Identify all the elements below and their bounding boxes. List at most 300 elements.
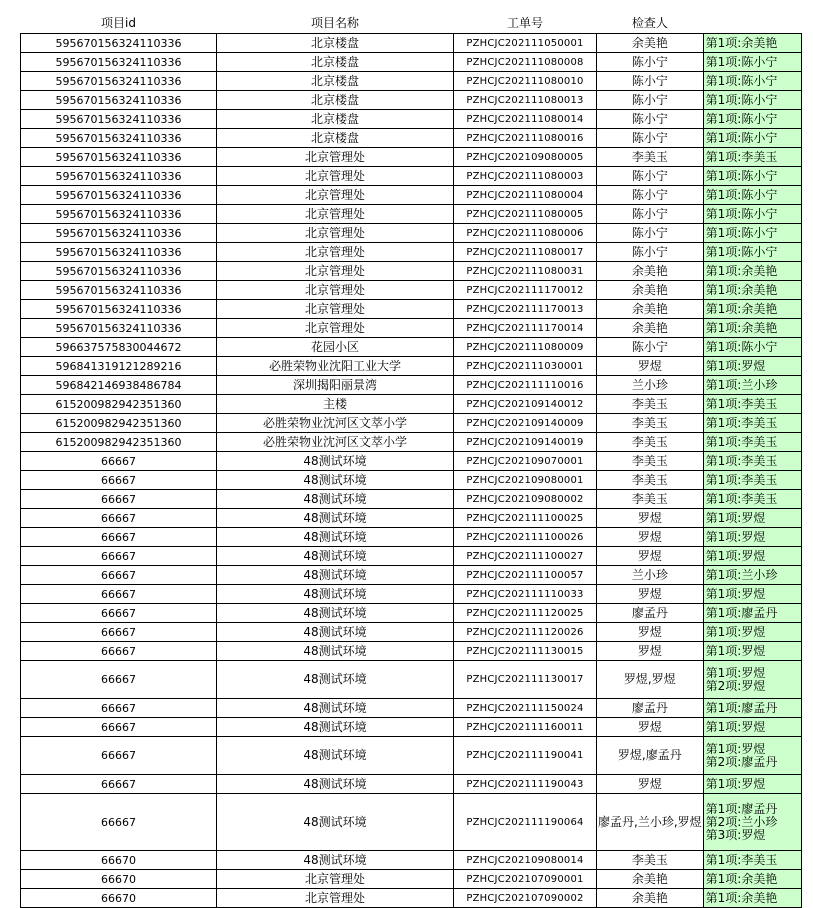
cell-project-name[interactable]: 48测试环境 (217, 794, 454, 851)
cell-ticket-number[interactable]: PZHCJC202111100026 (454, 528, 597, 547)
cell-notes[interactable] (703, 300, 801, 319)
note-line: 第1项:陈小宁 (705, 339, 778, 354)
cell-notes[interactable] (703, 623, 801, 642)
cell-project-name[interactable]: 48测试环境 (217, 851, 454, 870)
cell-ticket-number[interactable]: PZHCJC202111080003 (454, 167, 597, 186)
cell-inspector[interactable]: 罗煜,廖孟丹 (597, 737, 704, 775)
cell-project-name[interactable]: 48测试环境 (217, 452, 454, 471)
cell-ticket-number[interactable]: PZHCJC202111080013 (454, 91, 597, 110)
cell-project-id[interactable]: 66667 (21, 566, 217, 585)
cell-inspector[interactable]: 罗煜 (597, 623, 704, 642)
cell-project-name[interactable]: 北京管理处 (217, 889, 454, 908)
note-line: 第1项:陈小宁 (705, 111, 778, 126)
note-line: 第1项:罗煜 (705, 586, 766, 601)
cell-project-name[interactable]: 北京管理处 (217, 167, 454, 186)
table-row (21, 357, 802, 376)
cell-inspector[interactable]: 罗煜 (597, 718, 704, 737)
note-line: 第1项:罗煜 (705, 776, 766, 791)
cell-project-id[interactable]: 596842146938486784 (21, 376, 217, 395)
cell-inspector[interactable]: 廖孟丹 (597, 604, 704, 623)
cell-ticket-number[interactable]: PZHCJC202109140012 (454, 395, 597, 414)
cell-inspector[interactable]: 罗煜 (597, 509, 704, 528)
table-row (21, 414, 802, 433)
cell-project-name[interactable]: 北京管理处 (217, 319, 454, 338)
note-line: 第1项:余美艳 (705, 320, 778, 335)
cell-project-id[interactable]: 66667 (21, 737, 217, 775)
cell-ticket-number[interactable]: PZHCJC202109080014 (454, 851, 597, 870)
note-line: 第1项:廖孟丹 (705, 801, 778, 816)
header-ticket-number[interactable]: 工单号 (454, 12, 597, 34)
cell-ticket-number[interactable]: PZHCJC202107090002 (454, 889, 597, 908)
table-row (21, 889, 802, 908)
table-row (21, 547, 802, 566)
cell-inspector[interactable]: 陈小宁 (597, 224, 704, 243)
table-row (21, 300, 802, 319)
cell-notes[interactable] (703, 490, 801, 509)
cell-inspector[interactable]: 余美艳 (597, 870, 704, 889)
cell-inspector[interactable]: 李美玉 (597, 433, 704, 452)
cell-project-name[interactable]: 48测试环境 (217, 509, 454, 528)
cell-project-name[interactable]: 48测试环境 (217, 547, 454, 566)
cell-notes[interactable] (703, 338, 801, 357)
cell-ticket-number[interactable]: PZHCJC202111120025 (454, 604, 597, 623)
cell-inspector[interactable]: 陈小宁 (597, 53, 704, 72)
cell-project-id[interactable]: 596841319121289216 (21, 357, 217, 376)
cell-project-id[interactable]: 595670156324110336 (21, 205, 217, 224)
table-row (21, 167, 802, 186)
cell-ticket-number[interactable]: PZHCJC202111050001 (454, 34, 597, 53)
table-row (21, 642, 802, 661)
cell-notes[interactable] (703, 889, 801, 908)
cell-ticket-number[interactable]: PZHCJC202111080006 (454, 224, 597, 243)
cell-notes[interactable] (703, 471, 801, 490)
cell-inspector[interactable]: 陈小宁 (597, 72, 704, 91)
cell-inspector[interactable]: 李美玉 (597, 471, 704, 490)
cell-ticket-number[interactable]: PZHCJC202111080010 (454, 72, 597, 91)
cell-inspector[interactable]: 陈小宁 (597, 167, 704, 186)
table-row (21, 604, 802, 623)
note-line: 第1项:李美玉 (705, 453, 778, 468)
cell-project-id[interactable]: 615200982942351360 (21, 414, 217, 433)
cell-project-id[interactable]: 595670156324110336 (21, 91, 217, 110)
cell-project-name[interactable]: 48测试环境 (217, 699, 454, 718)
note-line: 第1项:陈小宁 (705, 92, 778, 107)
cell-notes[interactable] (703, 851, 801, 870)
cell-inspector[interactable]: 李美玉 (597, 395, 704, 414)
cell-project-id[interactable]: 595670156324110336 (21, 34, 217, 53)
note-line: 第1项:陈小宁 (705, 168, 778, 183)
cell-notes[interactable] (703, 224, 801, 243)
cell-project-id[interactable]: 595670156324110336 (21, 110, 217, 129)
table-row (21, 566, 802, 585)
cell-project-id[interactable]: 66667 (21, 509, 217, 528)
table-row (21, 110, 802, 129)
cell-ticket-number[interactable]: PZHCJC202111160011 (454, 718, 597, 737)
cell-notes[interactable] (703, 414, 801, 433)
note-line: 第1项:李美玉 (705, 852, 778, 867)
table-row (21, 490, 802, 509)
cell-ticket-number[interactable]: PZHCJC202111190041 (454, 737, 597, 775)
note-line: 第2项:廖孟丹 (705, 754, 778, 769)
cell-notes[interactable] (703, 129, 801, 148)
cell-ticket-number[interactable]: PZHCJC202111130017 (454, 661, 597, 699)
cell-project-name[interactable]: 北京管理处 (217, 281, 454, 300)
cell-notes[interactable] (703, 642, 801, 661)
cell-project-name[interactable]: 48测试环境 (217, 585, 454, 604)
table-header (21, 12, 802, 34)
cell-notes[interactable] (703, 53, 801, 72)
cell-project-name[interactable]: 48测试环境 (217, 737, 454, 775)
table-row (21, 528, 802, 547)
cell-project-name[interactable]: 北京楼盘 (217, 34, 454, 53)
cell-project-name[interactable]: 北京楼盘 (217, 72, 454, 91)
cell-inspector[interactable]: 廖孟丹 (597, 699, 704, 718)
cell-inspector[interactable]: 兰小珍 (597, 376, 704, 395)
cell-project-id[interactable]: 66667 (21, 585, 217, 604)
note-line: 第1项:罗煜 (705, 529, 766, 544)
cell-notes[interactable] (703, 547, 801, 566)
cell-ticket-number[interactable]: PZHCJC202111080031 (454, 262, 597, 281)
cell-project-id[interactable]: 595670156324110336 (21, 224, 217, 243)
note-line: 第1项:余美艳 (705, 263, 778, 278)
cell-inspector[interactable]: 余美艳 (597, 319, 704, 338)
cell-notes[interactable] (703, 604, 801, 623)
cell-project-id[interactable]: 66667 (21, 699, 217, 718)
note-line: 第1项:兰小珍 (705, 567, 778, 582)
table-row (21, 737, 802, 775)
cell-inspector[interactable]: 李美玉 (597, 414, 704, 433)
cell-notes[interactable] (703, 281, 801, 300)
cell-ticket-number[interactable]: PZHCJC202109080001 (454, 471, 597, 490)
cell-ticket-number[interactable]: PZHCJC202111080017 (454, 243, 597, 262)
note-line: 第2项:兰小珍 (705, 814, 778, 829)
cell-notes[interactable] (703, 737, 801, 775)
table-row (21, 718, 802, 737)
cell-ticket-number[interactable]: PZHCJC202111120026 (454, 623, 597, 642)
table-row (21, 775, 802, 794)
note-line: 第1项:罗煜 (705, 548, 766, 563)
cell-notes[interactable] (703, 319, 801, 338)
cell-notes[interactable] (703, 110, 801, 129)
cell-ticket-number[interactable]: PZHCJC202111190043 (454, 775, 597, 794)
cell-project-name[interactable]: 48测试环境 (217, 718, 454, 737)
cell-project-id[interactable]: 615200982942351360 (21, 433, 217, 452)
table-row (21, 34, 802, 53)
table-row (21, 585, 802, 604)
cell-project-name[interactable]: 48测试环境 (217, 490, 454, 509)
cell-project-name[interactable]: 北京管理处 (217, 243, 454, 262)
cell-inspector[interactable]: 李美玉 (597, 148, 704, 167)
table-row (21, 319, 802, 338)
cell-project-id[interactable]: 66667 (21, 642, 217, 661)
cell-inspector[interactable]: 余美艳 (597, 281, 704, 300)
table-row (21, 452, 802, 471)
cell-project-id[interactable]: 66670 (21, 889, 217, 908)
cell-project-name[interactable]: 北京管理处 (217, 262, 454, 281)
cell-notes[interactable] (703, 243, 801, 262)
cell-notes[interactable] (703, 585, 801, 604)
note-line: 第1项:陈小宁 (705, 73, 778, 88)
cell-project-name[interactable]: 北京管理处 (217, 148, 454, 167)
cell-notes[interactable] (703, 718, 801, 737)
cell-notes[interactable] (703, 167, 801, 186)
cell-inspector[interactable]: 余美艳 (597, 34, 704, 53)
cell-inspector[interactable]: 李美玉 (597, 851, 704, 870)
note-line: 第1项:陈小宁 (705, 244, 778, 259)
cell-notes[interactable] (703, 433, 801, 452)
cell-project-name[interactable]: 48测试环境 (217, 775, 454, 794)
cell-inspector[interactable]: 陈小宁 (597, 243, 704, 262)
cell-inspector[interactable]: 余美艳 (597, 300, 704, 319)
cell-ticket-number[interactable]: PZHCJC202109080002 (454, 490, 597, 509)
cell-project-name[interactable]: 48测试环境 (217, 642, 454, 661)
cell-project-id[interactable]: 66667 (21, 604, 217, 623)
table-row (21, 72, 802, 91)
cell-project-id[interactable]: 66667 (21, 794, 217, 851)
cell-notes[interactable] (703, 186, 801, 205)
header-project-id[interactable]: 项目id (21, 12, 217, 34)
cell-notes[interactable] (703, 357, 801, 376)
note-line: 第1项:李美玉 (705, 472, 778, 487)
cell-ticket-number[interactable]: PZHCJC202109140019 (454, 433, 597, 452)
note-line: 第3项:罗煜 (705, 827, 766, 842)
cell-inspector[interactable]: 兰小珍 (597, 566, 704, 585)
note-line: 第1项:罗煜 (705, 624, 766, 639)
header-inspector[interactable]: 检查人 (597, 12, 704, 34)
note-line: 第1项:陈小宁 (705, 54, 778, 69)
cell-project-name[interactable]: 48测试环境 (217, 604, 454, 623)
note-line: 第1项:罗煜 (705, 510, 766, 525)
cell-project-name[interactable]: 北京楼盘 (217, 110, 454, 129)
cell-inspector[interactable]: 罗煜 (597, 775, 704, 794)
cell-inspector[interactable]: 罗煜,罗煜 (597, 661, 704, 699)
cell-inspector[interactable]: 陈小宁 (597, 129, 704, 148)
note-line: 第1项:余美艳 (705, 301, 778, 316)
cell-inspector[interactable]: 陈小宁 (597, 338, 704, 357)
note-line: 第1项:罗煜 (705, 643, 766, 658)
cell-project-name[interactable]: 北京管理处 (217, 205, 454, 224)
table-row (21, 661, 802, 699)
cell-inspector[interactable]: 陈小宁 (597, 91, 704, 110)
cell-ticket-number[interactable]: PZHCJC202109070001 (454, 452, 597, 471)
header-project-name[interactable]: 项目名称 (217, 12, 454, 34)
cell-project-id[interactable]: 66667 (21, 623, 217, 642)
note-line: 第1项:罗煜 (705, 719, 766, 734)
note-line: 第1项:余美艳 (705, 282, 778, 297)
cell-ticket-number[interactable]: PZHCJC202111080004 (454, 186, 597, 205)
cell-project-id[interactable]: 595670156324110336 (21, 53, 217, 72)
table-row (21, 699, 802, 718)
cell-inspector[interactable]: 余美艳 (597, 889, 704, 908)
header-notes[interactable] (703, 12, 801, 34)
cell-notes[interactable] (703, 205, 801, 224)
cell-inspector[interactable]: 罗煜 (597, 357, 704, 376)
cell-ticket-number[interactable]: PZHCJC202111150024 (454, 699, 597, 718)
cell-notes[interactable] (703, 148, 801, 167)
table-row (21, 262, 802, 281)
cell-ticket-number[interactable]: PZHCJC202111110016 (454, 376, 597, 395)
cell-ticket-number[interactable]: PZHCJC202111190064 (454, 794, 597, 851)
note-line: 第1项:罗煜 (705, 741, 766, 756)
table-row (21, 395, 802, 414)
table-row (21, 433, 802, 452)
cell-ticket-number[interactable]: PZHCJC202111100027 (454, 547, 597, 566)
cell-ticket-number[interactable]: PZHCJC202109140009 (454, 414, 597, 433)
cell-project-name[interactable]: 必胜荣物业沈河区文萃小学 (217, 433, 454, 452)
cell-notes[interactable] (703, 91, 801, 110)
cell-notes[interactable] (703, 794, 801, 851)
cell-project-id[interactable]: 595670156324110336 (21, 281, 217, 300)
cell-project-name[interactable]: 48测试环境 (217, 471, 454, 490)
cell-project-name[interactable]: 必胜荣物业沈河区文萃小学 (217, 414, 454, 433)
cell-notes[interactable] (703, 262, 801, 281)
cell-ticket-number[interactable]: PZHCJC202111100057 (454, 566, 597, 585)
cell-notes[interactable] (703, 376, 801, 395)
cell-inspector[interactable]: 廖孟丹,兰小珍,罗煜 (597, 794, 704, 851)
cell-inspector[interactable]: 李美玉 (597, 490, 704, 509)
cell-project-name[interactable]: 北京楼盘 (217, 129, 454, 148)
cell-inspector[interactable]: 陈小宁 (597, 205, 704, 224)
cell-project-name[interactable]: 花园小区 (217, 338, 454, 357)
cell-ticket-number[interactable]: PZHCJC202111100025 (454, 509, 597, 528)
cell-project-name[interactable]: 北京楼盘 (217, 53, 454, 72)
cell-ticket-number[interactable]: PZHCJC202111080008 (454, 53, 597, 72)
cell-ticket-number[interactable]: PZHCJC202111170013 (454, 300, 597, 319)
cell-project-id[interactable]: 615200982942351360 (21, 395, 217, 414)
header-row (21, 12, 802, 34)
note-line: 第1项:罗煜 (705, 358, 766, 373)
cell-ticket-number[interactable]: PZHCJC202111170014 (454, 319, 597, 338)
cell-notes[interactable] (703, 528, 801, 547)
table-row (21, 129, 802, 148)
cell-ticket-number[interactable]: PZHCJC202109080005 (454, 148, 597, 167)
cell-project-name[interactable]: 必胜荣物业沈阳工业大学 (217, 357, 454, 376)
cell-inspector[interactable]: 罗煜 (597, 547, 704, 566)
note-line: 第1项:陈小宁 (705, 225, 778, 240)
cell-project-id[interactable]: 595670156324110336 (21, 319, 217, 338)
note-line: 第1项:李美玉 (705, 491, 778, 506)
note-line: 第1项:李美玉 (705, 415, 778, 430)
cell-notes[interactable] (703, 509, 801, 528)
cell-project-id[interactable]: 595670156324110336 (21, 148, 217, 167)
note-line: 第1项:余美艳 (705, 871, 778, 886)
cell-project-name[interactable]: 48测试环境 (217, 528, 454, 547)
cell-notes[interactable] (703, 395, 801, 414)
note-line: 第1项:廖孟丹 (705, 605, 778, 620)
cell-project-id[interactable]: 66667 (21, 547, 217, 566)
cell-inspector[interactable]: 罗煜 (597, 585, 704, 604)
note-line: 第2项:罗煜 (705, 678, 766, 693)
cell-ticket-number[interactable]: PZHCJC202111080009 (454, 338, 597, 357)
cell-project-id[interactable]: 595670156324110336 (21, 129, 217, 148)
cell-inspector[interactable]: 罗煜 (597, 528, 704, 547)
cell-notes[interactable] (703, 775, 801, 794)
cell-project-id[interactable]: 66670 (21, 851, 217, 870)
cell-project-name[interactable]: 48测试环境 (217, 661, 454, 699)
cell-notes[interactable] (703, 452, 801, 471)
cell-inspector[interactable]: 李美玉 (597, 452, 704, 471)
cell-project-id[interactable]: 66667 (21, 471, 217, 490)
cell-project-id[interactable]: 595670156324110336 (21, 72, 217, 91)
table-row (21, 281, 802, 300)
cell-notes[interactable] (703, 566, 801, 585)
cell-project-name[interactable]: 48测试环境 (217, 566, 454, 585)
cell-ticket-number[interactable]: PZHCJC202111130015 (454, 642, 597, 661)
table-row (21, 148, 802, 167)
cell-inspector[interactable]: 罗煜 (597, 642, 704, 661)
cell-ticket-number[interactable]: PZHCJC202107090001 (454, 870, 597, 889)
cell-notes[interactable] (703, 661, 801, 699)
cell-project-id[interactable]: 66667 (21, 452, 217, 471)
cell-project-id[interactable]: 596637575830044672 (21, 338, 217, 357)
table-row (21, 870, 802, 889)
cell-ticket-number[interactable]: PZHCJC202111110033 (454, 585, 597, 604)
cell-inspector[interactable]: 余美艳 (597, 262, 704, 281)
note-line: 第1项:余美艳 (705, 35, 778, 50)
cell-project-name[interactable]: 北京管理处 (217, 224, 454, 243)
cell-ticket-number[interactable]: PZHCJC202111080005 (454, 205, 597, 224)
note-line: 第1项:陈小宁 (705, 187, 778, 202)
note-line: 第1项:余美艳 (705, 890, 778, 905)
cell-project-name[interactable]: 北京管理处 (217, 186, 454, 205)
cell-project-name[interactable]: 北京楼盘 (217, 91, 454, 110)
table-row (21, 376, 802, 395)
cell-project-id[interactable]: 595670156324110336 (21, 300, 217, 319)
cell-project-name[interactable]: 北京管理处 (217, 870, 454, 889)
cell-project-id[interactable]: 595670156324110336 (21, 167, 217, 186)
cell-project-id[interactable]: 66670 (21, 870, 217, 889)
cell-notes[interactable] (703, 870, 801, 889)
table-row (21, 224, 802, 243)
cell-ticket-number[interactable]: PZHCJC202111080016 (454, 129, 597, 148)
cell-project-id[interactable]: 66667 (21, 775, 217, 794)
table-row (21, 91, 802, 110)
cell-project-name[interactable]: 主楼 (217, 395, 454, 414)
table-row (21, 794, 802, 851)
cell-project-name[interactable]: 48测试环境 (217, 623, 454, 642)
cell-project-id[interactable]: 595670156324110336 (21, 186, 217, 205)
cell-inspector[interactable]: 陈小宁 (597, 186, 704, 205)
table-row (21, 186, 802, 205)
cell-project-name[interactable]: 深圳揭阳丽景湾 (217, 376, 454, 395)
table-row (21, 338, 802, 357)
table-row (21, 623, 802, 642)
inspection-table (20, 12, 802, 908)
cell-project-name[interactable]: 北京管理处 (217, 300, 454, 319)
table-row (21, 471, 802, 490)
cell-notes[interactable] (703, 699, 801, 718)
table-body (21, 34, 802, 908)
cell-project-id[interactable]: 66667 (21, 528, 217, 547)
note-line: 第1项:廖孟丹 (705, 700, 778, 715)
cell-ticket-number[interactable]: PZHCJC202111080014 (454, 110, 597, 129)
cell-notes[interactable] (703, 34, 801, 53)
cell-project-id[interactable]: 66667 (21, 718, 217, 737)
cell-project-id[interactable]: 595670156324110336 (21, 243, 217, 262)
table-row (21, 205, 802, 224)
cell-project-id[interactable]: 66667 (21, 661, 217, 699)
cell-inspector[interactable]: 陈小宁 (597, 110, 704, 129)
cell-ticket-number[interactable]: PZHCJC202111030001 (454, 357, 597, 376)
cell-project-id[interactable]: 66667 (21, 490, 217, 509)
cell-project-id[interactable]: 595670156324110336 (21, 262, 217, 281)
cell-notes[interactable] (703, 72, 801, 91)
note-line: 第1项:兰小珍 (705, 377, 778, 392)
note-line: 第1项:李美玉 (705, 434, 778, 449)
note-line: 第1项:李美玉 (705, 149, 778, 164)
cell-ticket-number[interactable]: PZHCJC202111170012 (454, 281, 597, 300)
note-line: 第1项:陈小宁 (705, 206, 778, 221)
